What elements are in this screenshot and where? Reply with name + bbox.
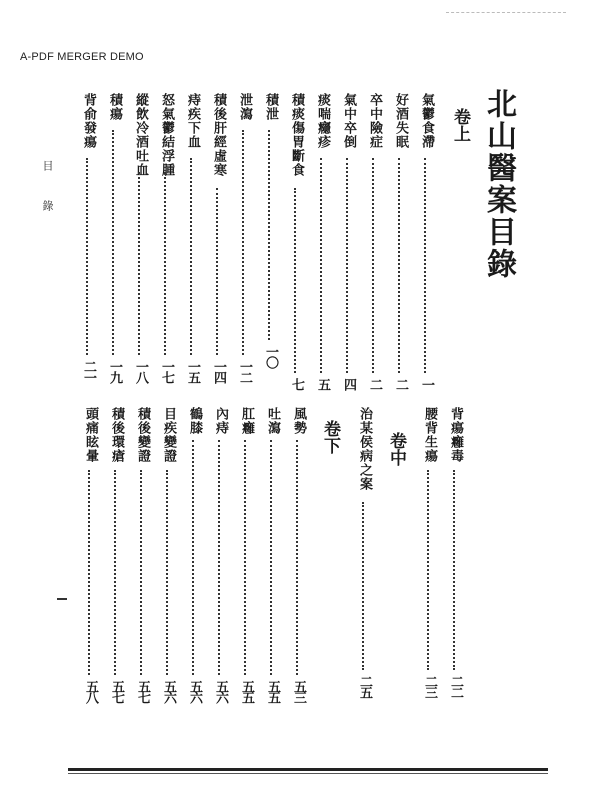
leader-dots (88, 470, 90, 675)
entry-page: 七 (289, 378, 304, 389)
bottom-rule-thin (68, 773, 548, 774)
toc-entry (420, 0, 438, 780)
entry-title: 積後變證 (135, 407, 150, 463)
leader-dots (114, 470, 116, 675)
toc-entry (313, 0, 331, 780)
entry-page: 五六 (187, 680, 202, 702)
entry-title: 肛癰 (239, 407, 254, 435)
toc-entry (159, 0, 177, 780)
entry-title: 積瘍 (107, 93, 122, 121)
leader-dots (296, 440, 298, 675)
entry-title: 痔疾下血 (185, 93, 200, 149)
leader-dots (192, 440, 194, 675)
entry-page: 四 (341, 378, 356, 389)
entry-page: 五 (315, 378, 330, 389)
entry-page: 五七 (135, 680, 150, 702)
entry-title: 目疾變證 (161, 407, 176, 463)
watermark-text: A-PDF MERGER DEMO (20, 51, 144, 63)
entry-title: 風勢 (291, 407, 306, 435)
section-upper-heading: 卷上 (450, 108, 470, 142)
entry-page: 二 (393, 378, 408, 389)
entry-page: 一二 (237, 360, 252, 382)
entry-page: 二五 (357, 675, 372, 697)
entry-title: 怒氣鬱結浮腫 (159, 93, 174, 177)
entry-page: 五七 (109, 680, 124, 702)
entry-page: 五三 (291, 680, 306, 702)
entry-title: 痰喘癮疹 (315, 93, 330, 149)
entry-page: 五六 (161, 680, 176, 702)
section-lower-heading: 卷下 (320, 420, 340, 454)
entry-page: 二二 (448, 675, 463, 697)
leader-dots (244, 440, 246, 675)
entry-title: 縱飲冷酒吐血 (133, 93, 148, 177)
toc-entry (289, 0, 307, 780)
toc-entry (391, 0, 409, 780)
leader-dots (320, 158, 322, 373)
entry-page: 一七 (159, 360, 174, 382)
entry-page: 五六 (213, 680, 228, 702)
folio-mark (57, 598, 67, 600)
toc-entry (81, 0, 99, 780)
margin-label-top: 目 (41, 160, 54, 171)
entry-page: 五八 (83, 680, 98, 702)
entry-page: 二 (367, 378, 382, 389)
entry-title: 卒中險症 (367, 93, 382, 149)
top-scan-line (446, 12, 566, 14)
leader-dots (140, 470, 142, 675)
bottom-rule (68, 768, 548, 771)
leader-dots (398, 158, 400, 373)
entry-title: 積後肝經虛寒 (211, 93, 226, 177)
entry-page: 一九 (107, 360, 122, 382)
entry-title: 治某侯病之案 (357, 407, 372, 491)
entry-title: 內痔 (213, 407, 228, 435)
entry-page: 五五 (239, 680, 254, 702)
leader-dots (218, 440, 220, 675)
entry-title: 泄瀉 (237, 93, 252, 121)
toc-entry (211, 0, 229, 780)
entry-title: 背瘍癰毒 (448, 407, 463, 463)
entry-page: 一五 (185, 360, 200, 382)
toc-entry (446, 0, 464, 780)
entry-title: 好酒失眠 (393, 93, 408, 149)
entry-title: 積痰傷胃斷食 (289, 93, 304, 177)
entry-title: 積後環瘡 (109, 407, 124, 463)
margin-label-bottom: 錄 (41, 200, 54, 211)
toc-entry (107, 0, 125, 780)
leader-dots (427, 470, 429, 670)
entry-title: 鶴膝 (187, 407, 202, 435)
toc-entry (237, 0, 255, 780)
entry-title: 氣鬱食滯 (419, 93, 434, 149)
entry-page: 一 (419, 378, 434, 389)
entry-page: 二一 (81, 360, 96, 382)
entry-title: 氣中卒倒 (341, 93, 356, 149)
section-middle-heading: 卷中 (386, 432, 406, 466)
entry-page: 五五 (265, 680, 280, 702)
leader-dots (453, 470, 455, 670)
entry-title: 頭痛眩暈 (83, 407, 98, 463)
toc-entry (263, 0, 281, 780)
toc-entry (185, 0, 203, 780)
leader-dots (362, 502, 364, 670)
entry-title: 積泄 (263, 93, 278, 121)
entry-title: 吐瀉 (265, 407, 280, 435)
leader-dots (270, 440, 272, 675)
book-title: 北山醫案目錄 (481, 88, 516, 280)
toc-entry (133, 0, 151, 780)
entry-page: 一八 (133, 360, 148, 382)
entry-page: 二三 (422, 675, 437, 697)
toc-entry (355, 0, 373, 780)
leader-dots (346, 158, 348, 373)
entry-title: 背俞發瘍 (81, 93, 96, 149)
entry-page: 一〇 (263, 345, 278, 367)
entry-title: 腰背生瘍 (422, 407, 437, 463)
entry-page: 一四 (211, 360, 226, 382)
leader-dots (166, 470, 168, 675)
